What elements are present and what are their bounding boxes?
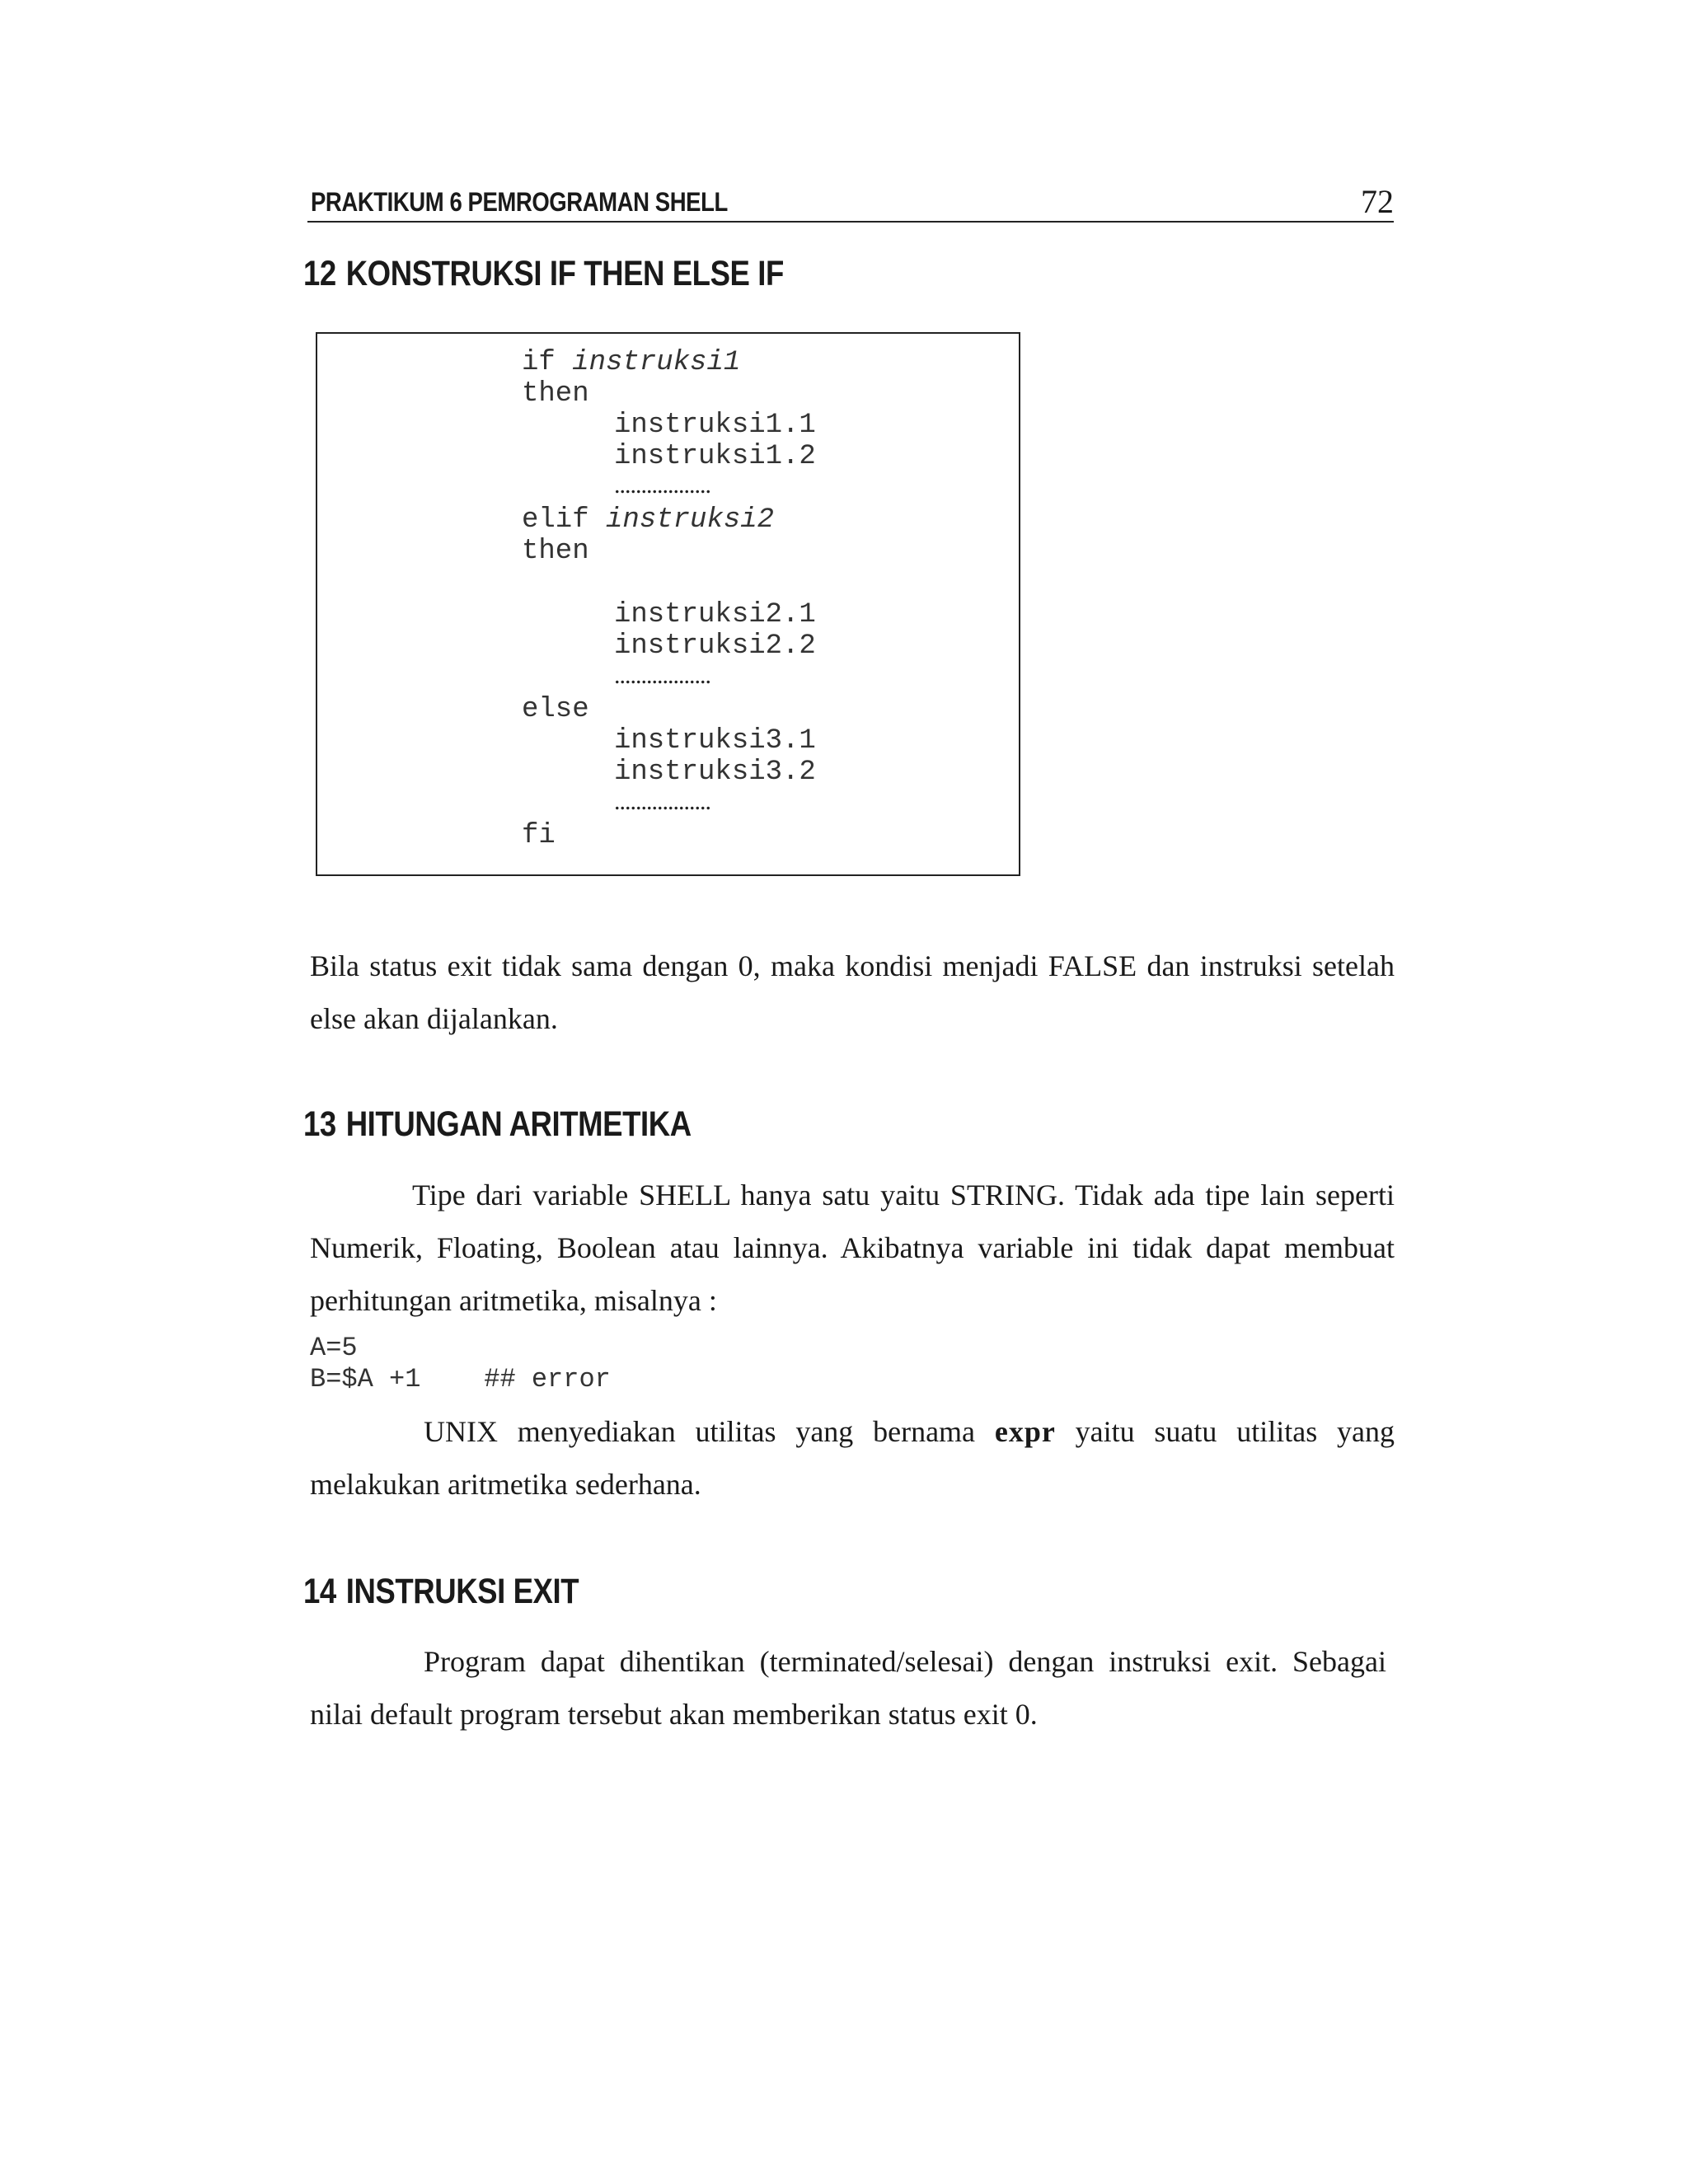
code-instruction-line: instruksi2.1: [614, 599, 816, 630]
section-12-heading: [303, 254, 784, 294]
code-else-line: else: [522, 694, 589, 725]
section-title: HITUNGAN ARITMETIKA: [345, 1104, 692, 1144]
code-ellipsis: ..................: [614, 471, 710, 499]
code-instruction-line: instruksi1.2: [614, 441, 816, 472]
code-elif-line: [522, 504, 774, 536]
code-condition: instruksi1: [572, 347, 741, 378]
expr-keyword: expr: [994, 1415, 1056, 1448]
code-keyword: elif: [522, 504, 607, 536]
section-12-paragraph: Bila status exit tidak sama dengan 0, maka kondisi menjadi FALSE dan instruksi setelah else akan dijalankan.: [310, 949, 1395, 1035]
paragraph-text: Program dapat dihentikan (terminated/selesai) dengan instruksi exit. Sebagai nilai default program tersebut akan memberikan status exit 0.: [310, 1645, 1386, 1731]
section-title: KONSTRUKSI IF THEN ELSE IF: [345, 254, 784, 293]
code-instruction-line: instruksi2.2: [614, 630, 816, 662]
paragraph-text: UNIX menyediakan utilitas yang bernama: [424, 1415, 995, 1448]
section-title: INSTRUKSI EXIT: [345, 1572, 579, 1611]
code-instruction-line: instruksi1.1: [614, 410, 816, 441]
section-14-heading: [303, 1572, 579, 1612]
code-then-line: then: [522, 536, 589, 567]
code-if-line: [522, 347, 740, 378]
code-instruction-line: instruksi3.2: [614, 757, 816, 788]
code-ellipsis: ..................: [614, 788, 710, 815]
section-number: 14: [303, 1572, 336, 1611]
code-example-line: B=$A +1 ## error: [310, 1364, 611, 1394]
code-keyword: if: [522, 347, 573, 378]
code-example-line: A=5: [310, 1333, 358, 1363]
header-title: PRAKTIKUM 6 PEMROGRAMAN SHELL: [311, 187, 728, 217]
page-header: [307, 183, 1394, 223]
paragraph-text: Tipe dari variable SHELL hanya satu yaitu STRING. Tidak ada tipe lain seperti Numerik, Floating, Boolean atau lainnya. Akibatnya variable ini tidak dapat membuat perhitungan aritmetika, misalnya :: [310, 1179, 1395, 1317]
code-ellipsis: ..................: [614, 662, 710, 689]
paragraph-text: yaitu suatu utilitas yang melakukan aritmetika sederhana.: [310, 1415, 1395, 1501]
section-13-paragraph-1: [310, 1169, 1395, 1327]
section-13-paragraph-2: [310, 1405, 1395, 1511]
section-number: 12: [303, 254, 336, 293]
code-fi-line: fi: [522, 820, 556, 851]
section-14-paragraph: [310, 1635, 1386, 1741]
section-13-heading: [303, 1104, 692, 1145]
page-number: 72: [1361, 183, 1394, 220]
code-condition: instruksi2: [606, 504, 775, 536]
code-then-line: then: [522, 378, 589, 410]
section-number: 13: [303, 1104, 336, 1144]
code-instruction-line: instruksi3.1: [614, 725, 816, 757]
